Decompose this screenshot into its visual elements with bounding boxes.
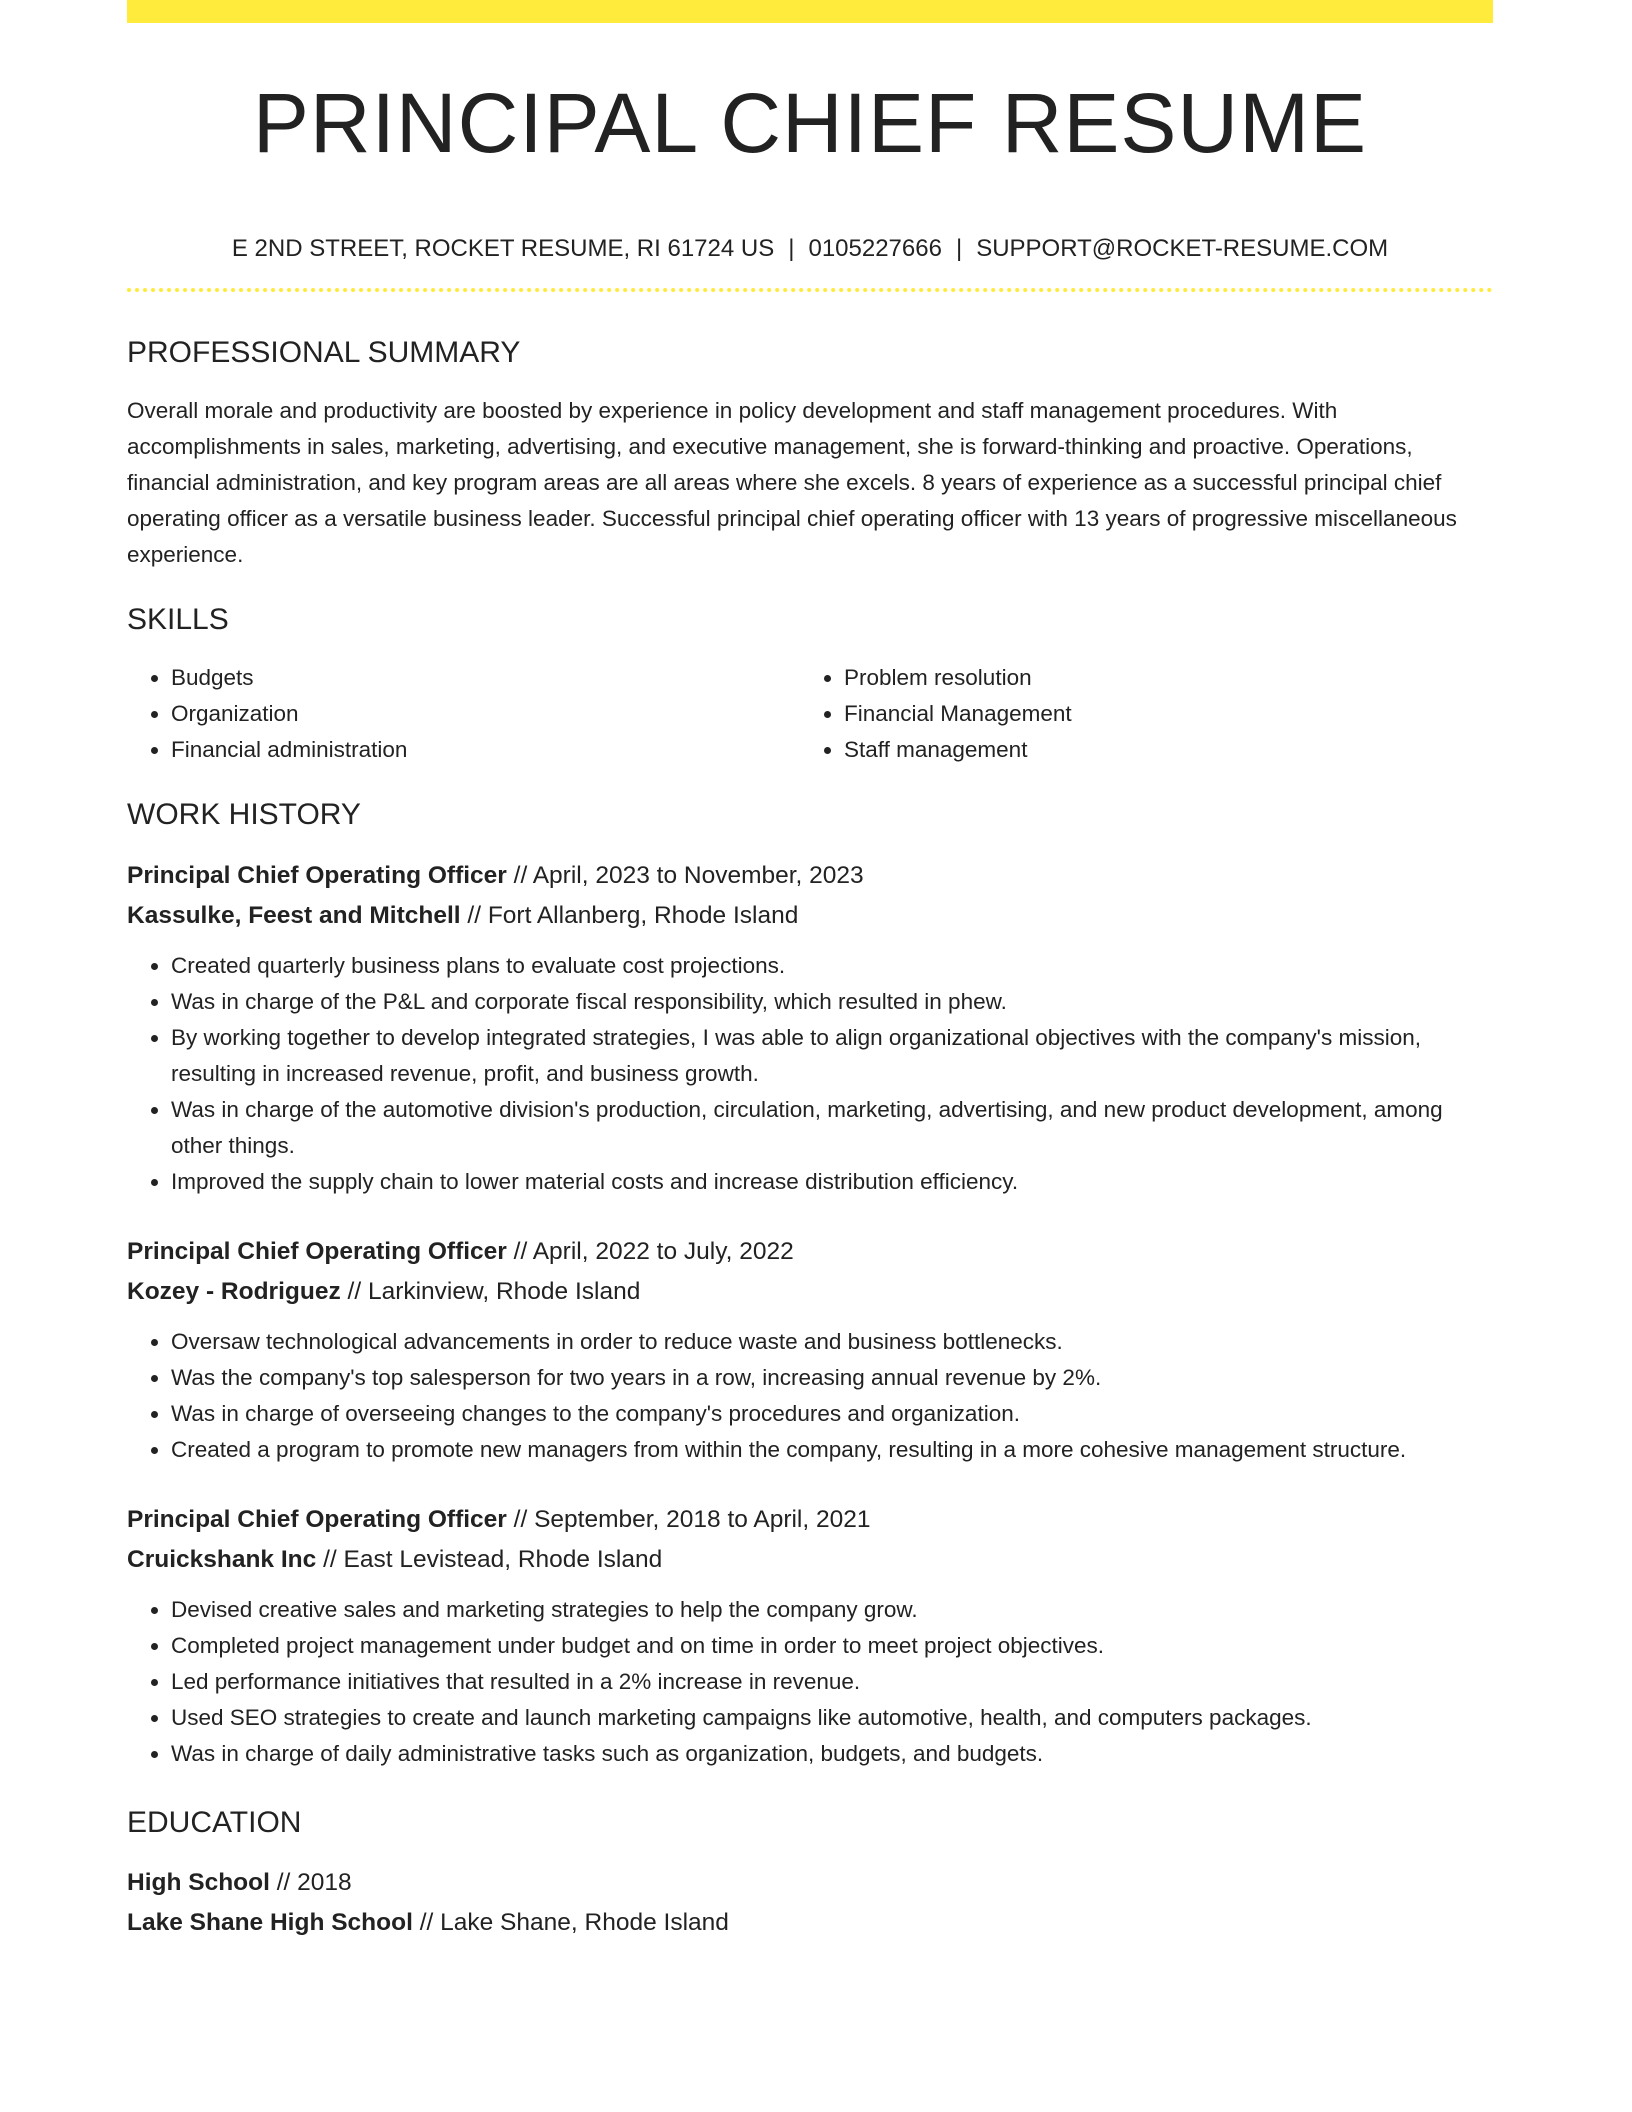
- education-year: 2018: [297, 1869, 352, 1896]
- job-bullet: • Was in charge of the automotive division's production, circulation, marketing, advertising, and new product development, among other things.: [171, 1092, 1493, 1164]
- job-bullet: • Was in charge of the P&L and corporate fiscal responsibility, which resulted in phew.: [171, 984, 1493, 1020]
- contact-separator: |: [788, 235, 795, 262]
- job-bullets: [127, 948, 1493, 1200]
- job-title: Principal Chief Operating Officer: [127, 862, 507, 889]
- education-location: Lake Shane, Rhode Island: [440, 1909, 729, 1936]
- contact-line: [127, 234, 1493, 264]
- resume-page: [127, 0, 1493, 1943]
- education-degree: High School: [127, 1869, 270, 1896]
- job-bullet: • Devised creative sales and marketing strategies to help the company grow.: [171, 1592, 1493, 1628]
- work-history-heading: WORK HISTORY: [127, 798, 361, 831]
- job-bullet: • Created quarterly business plans to evaluate cost projections.: [171, 948, 1493, 984]
- job-title: Principal Chief Operating Officer: [127, 1238, 507, 1265]
- skill-item: • Staff management: [844, 732, 1473, 768]
- job-title-line: [127, 1500, 1493, 1540]
- resume-title: PRINCIPAL CHIEF RESUME: [252, 76, 1368, 170]
- field-separator: //: [340, 1278, 368, 1305]
- contact-email: SUPPORT@ROCKET-RESUME.COM: [976, 235, 1389, 262]
- skills-heading: SKILLS: [127, 603, 229, 636]
- summary-text: Overall morale and productivity are boosted by experience in policy development and staff management procedures. With accomplishments in sales, marketing, advertising, and executive management, she is forward-thinking and proactive. Operations, financial administration, and key program areas are all areas where she excels. 8 years of experience as a successful principal chief operating officer as a versatile business leader. Successful principal chief operating officer with 13 years of progressive miscellaneous experience.: [127, 398, 1457, 567]
- job-location: Fort Allanberg, Rhode Island: [487, 902, 799, 929]
- skill-item: • Organization: [171, 696, 800, 732]
- job-bullet: • Was in charge of overseeing changes to the company's procedures and organization.: [171, 1396, 1493, 1432]
- contact-separator: |: [955, 235, 963, 262]
- job-bullet: • Was in charge of daily administrative tasks such as organization, budgets, and budgets.: [171, 1736, 1493, 1772]
- job-company: Kozey - Rodriguez: [127, 1278, 341, 1305]
- dotted-divider: [127, 288, 1493, 292]
- skill-item: • Financial Management: [844, 696, 1473, 732]
- job-dates: April, 2023 to November, 2023: [532, 862, 864, 889]
- job-dates: April, 2022 to July, 2022: [532, 1238, 794, 1265]
- job-location: East Levistead, Rhode Island: [343, 1546, 663, 1573]
- education-heading: EDUCATION: [127, 1806, 302, 1839]
- job-entry: [127, 856, 1493, 1200]
- skill-item: • Problem resolution: [844, 660, 1473, 696]
- skill-item: • Budgets: [171, 660, 800, 696]
- job-bullets: [127, 1592, 1493, 1772]
- job-bullet: • Oversaw technological advancements in order to reduce waste and business bottlenecks.: [171, 1324, 1493, 1360]
- field-separator: //: [412, 1909, 441, 1936]
- job-title: Principal Chief Operating Officer: [127, 1506, 507, 1533]
- job-company: Cruickshank Inc: [127, 1546, 317, 1573]
- field-separator: //: [316, 1546, 344, 1573]
- skills-column-left: [127, 660, 800, 768]
- job-dates: September, 2018 to April, 2021: [534, 1506, 871, 1533]
- skill-item: • Financial administration: [171, 732, 800, 768]
- job-entry: [127, 1500, 1493, 1772]
- accent-top-bar: [127, 0, 1493, 23]
- job-bullet: • Used SEO strategies to create and launch marketing campaigns like automotive, health, and computers packages.: [171, 1700, 1493, 1736]
- job-entry: [127, 1232, 1493, 1468]
- contact-address: E 2ND STREET, ROCKET RESUME, RI 61724 US: [231, 235, 775, 262]
- job-bullet: • Completed project management under budget and on time in order to meet project objectives.: [171, 1628, 1493, 1664]
- field-separator: //: [460, 902, 488, 929]
- field-separator: //: [269, 1869, 298, 1896]
- education-school-line: [127, 1903, 1493, 1943]
- job-bullet: • Improved the supply chain to lower material costs and increase distribution efficiency.: [171, 1164, 1493, 1200]
- summary-heading: PROFESSIONAL SUMMARY: [127, 336, 521, 369]
- field-separator: //: [506, 1238, 533, 1265]
- job-bullet: • Was the company's top salesperson for two years in a row, increasing annual revenue by 2%.: [171, 1360, 1493, 1396]
- job-location: Larkinview, Rhode Island: [367, 1278, 641, 1305]
- education-degree-line: [127, 1863, 1493, 1903]
- contact-phone: 0105227666: [808, 235, 942, 262]
- job-title-line: [127, 1232, 1493, 1272]
- education-entry: [127, 1863, 1493, 1943]
- job-company-line: [127, 1540, 1493, 1580]
- skills-list: [127, 660, 1493, 768]
- job-bullet: • By working together to develop integrated strategies, I was able to align organizational objectives with the company's mission, resulting in increased revenue, profit, and business growth.: [171, 1020, 1493, 1092]
- job-company-line: [127, 896, 1493, 936]
- job-bullet: • Led performance initiatives that resulted in a 2% increase in revenue.: [171, 1664, 1493, 1700]
- job-bullets: [127, 1324, 1493, 1468]
- job-company-line: [127, 1272, 1493, 1312]
- skills-column-right: [800, 660, 1473, 768]
- job-title-line: [127, 856, 1493, 896]
- job-bullet: • Created a program to promote new managers from within the company, resulting in a more cohesive management structure.: [171, 1432, 1493, 1468]
- field-separator: //: [506, 1506, 535, 1533]
- job-company: Kassulke, Feest and Mitchell: [127, 902, 461, 929]
- field-separator: //: [506, 862, 533, 889]
- education-school: Lake Shane High School: [127, 1909, 413, 1936]
